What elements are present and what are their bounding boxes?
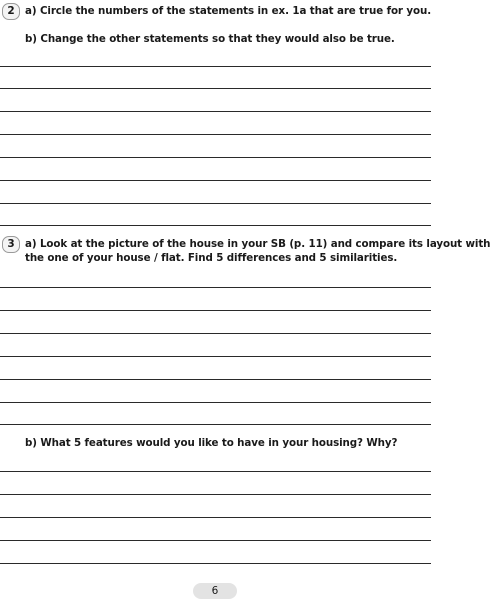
exercise-3a-instruction-line2: the one of your house / flat. Find 5 differences and 5 similarities. bbox=[25, 252, 398, 264]
exercise-2a-instruction: a) Circle the numbers of the statements in ex. 1a that are true for you. bbox=[25, 5, 432, 17]
exercise-3a-instruction-line1: a) Look at the picture of the house in your SB (p. 11) and compare its layout with bbox=[25, 238, 490, 250]
writing-line[interactable] bbox=[0, 402, 431, 403]
exercise-3b-instruction: b) What 5 features would you like to have in your housing? Why? bbox=[25, 437, 398, 449]
page-number: 6 bbox=[193, 583, 237, 599]
exercise-2b-instruction: b) Change the other statements so that they would also be true. bbox=[25, 33, 395, 45]
writing-line[interactable] bbox=[0, 111, 431, 112]
exercise-number-badge: 3 bbox=[2, 236, 20, 253]
writing-line[interactable] bbox=[0, 287, 431, 288]
writing-line[interactable] bbox=[0, 333, 431, 334]
writing-line[interactable] bbox=[0, 471, 431, 472]
writing-line[interactable] bbox=[0, 180, 431, 181]
writing-line[interactable] bbox=[0, 563, 431, 564]
writing-line[interactable] bbox=[0, 424, 431, 425]
writing-line[interactable] bbox=[0, 356, 431, 357]
writing-line[interactable] bbox=[0, 517, 431, 518]
writing-line[interactable] bbox=[0, 494, 431, 495]
writing-line[interactable] bbox=[0, 134, 431, 135]
writing-line[interactable] bbox=[0, 379, 431, 380]
exercise-number-badge: 2 bbox=[2, 3, 20, 20]
writing-line[interactable] bbox=[0, 310, 431, 311]
writing-line[interactable] bbox=[0, 225, 431, 226]
writing-line[interactable] bbox=[0, 540, 431, 541]
writing-line[interactable] bbox=[0, 66, 431, 67]
writing-line[interactable] bbox=[0, 157, 431, 158]
writing-line[interactable] bbox=[0, 203, 431, 204]
writing-line[interactable] bbox=[0, 88, 431, 89]
